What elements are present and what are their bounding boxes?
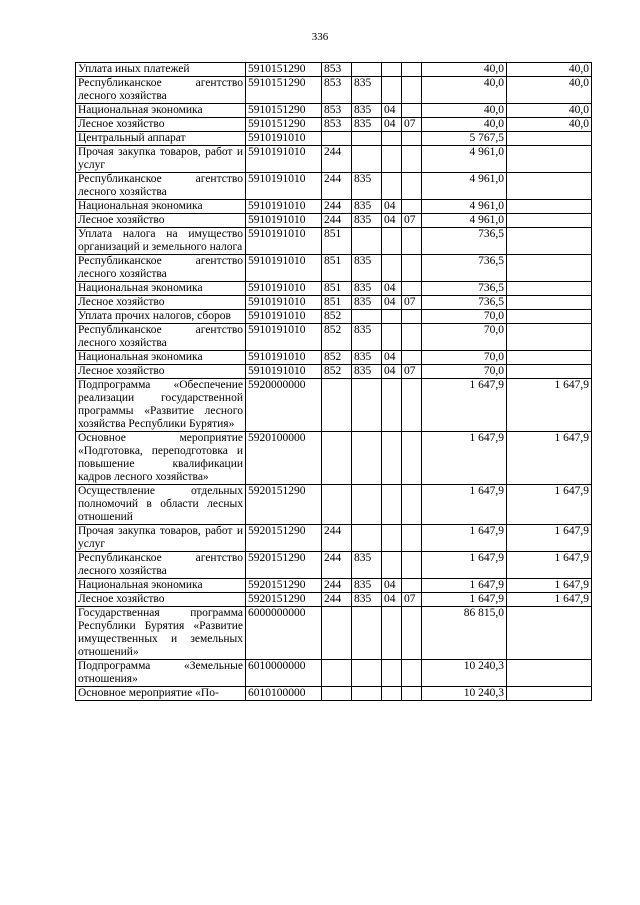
amount-year-1: 1 647,9 <box>422 485 507 525</box>
expense-type-code <box>322 132 352 146</box>
subsection-code: 07 <box>402 296 422 310</box>
amount-year-2 <box>507 200 592 214</box>
subsection-code <box>402 146 422 173</box>
subsection-code <box>402 351 422 365</box>
row-name: Подпрограмма «Земельные отношения» <box>76 660 246 687</box>
administrator-code <box>352 687 382 701</box>
target-article-code: 5920100000 <box>246 432 322 485</box>
table-row <box>76 432 592 485</box>
amount-year-1: 40,0 <box>422 77 507 104</box>
section-code <box>382 607 402 660</box>
section-code <box>382 324 402 351</box>
expense-type-code <box>322 485 352 525</box>
administrator-code <box>352 607 382 660</box>
amount-year-1: 10 240,3 <box>422 687 507 701</box>
subsection-code <box>402 282 422 296</box>
amount-year-1: 86 815,0 <box>422 607 507 660</box>
subsection-code: 07 <box>402 593 422 607</box>
target-article-code: 5910191010 <box>246 173 322 200</box>
target-article-code: 6010100000 <box>246 687 322 701</box>
table-row <box>76 310 592 324</box>
administrator-code <box>352 228 382 255</box>
subsection-code <box>402 432 422 485</box>
table-row <box>76 104 592 118</box>
expense-type-code <box>322 687 352 701</box>
row-name: Прочая закупка товаров, работ и услуг <box>76 146 246 173</box>
section-code <box>382 255 402 282</box>
amount-year-1: 70,0 <box>422 365 507 379</box>
row-name: Республиканское агентство лесного хозяйства <box>76 173 246 200</box>
section-code <box>382 228 402 255</box>
administrator-code: 835 <box>352 324 382 351</box>
target-article-code: 5910191010 <box>246 324 322 351</box>
administrator-code <box>352 432 382 485</box>
row-name: Основное мероприятие «Подготовка, переподготовка и повышение квалификации кадров лесного хозяйства» <box>76 432 246 485</box>
expense-type-code <box>322 607 352 660</box>
amount-year-1: 4 961,0 <box>422 146 507 173</box>
table-row <box>76 552 592 579</box>
amount-year-2 <box>507 324 592 351</box>
section-code: 04 <box>382 593 402 607</box>
row-name: Национальная экономика <box>76 351 246 365</box>
administrator-code: 835 <box>352 579 382 593</box>
row-name: Прочая закупка товаров, работ и услуг <box>76 525 246 552</box>
amount-year-1: 4 961,0 <box>422 214 507 228</box>
target-article-code: 5910191010 <box>246 228 322 255</box>
target-article-code: 5910191010 <box>246 200 322 214</box>
target-article-code: 6000000000 <box>246 607 322 660</box>
expense-type-code: 244 <box>322 525 352 552</box>
administrator-code: 835 <box>352 118 382 132</box>
administrator-code <box>352 310 382 324</box>
target-article-code: 5910191010 <box>246 296 322 310</box>
subsection-code <box>402 379 422 432</box>
amount-year-2 <box>507 132 592 146</box>
row-name: Национальная экономика <box>76 200 246 214</box>
table-row <box>76 379 592 432</box>
amount-year-1: 1 647,9 <box>422 432 507 485</box>
subsection-code <box>402 485 422 525</box>
amount-year-1: 1 647,9 <box>422 593 507 607</box>
amount-year-2 <box>507 255 592 282</box>
section-code <box>382 132 402 146</box>
row-name: Лесное хозяйство <box>76 365 246 379</box>
administrator-code <box>352 132 382 146</box>
administrator-code <box>352 660 382 687</box>
expense-type-code: 244 <box>322 593 352 607</box>
table-row <box>76 324 592 351</box>
expense-type-code: 851 <box>322 296 352 310</box>
row-name: Осуществление отдельных полномочий в области лесных отношений <box>76 485 246 525</box>
amount-year-2 <box>507 282 592 296</box>
row-name: Лесное хозяйство <box>76 593 246 607</box>
section-code: 04 <box>382 351 402 365</box>
expense-type-code: 853 <box>322 104 352 118</box>
amount-year-2 <box>507 296 592 310</box>
target-article-code: 5910151290 <box>246 118 322 132</box>
row-name: Государственная программа Республики Бурятия «Развитие имущественных и земельных отношений» <box>76 607 246 660</box>
subsection-code <box>402 579 422 593</box>
amount-year-1: 1 647,9 <box>422 579 507 593</box>
subsection-code <box>402 63 422 77</box>
section-code: 04 <box>382 282 402 296</box>
table-row <box>76 365 592 379</box>
section-code <box>382 173 402 200</box>
table-row <box>76 77 592 104</box>
amount-year-1: 1 647,9 <box>422 552 507 579</box>
amount-year-2: 40,0 <box>507 63 592 77</box>
section-code <box>382 432 402 485</box>
amount-year-2 <box>507 365 592 379</box>
amount-year-2 <box>507 310 592 324</box>
administrator-code: 835 <box>352 552 382 579</box>
administrator-code: 835 <box>352 200 382 214</box>
subsection-code: 07 <box>402 365 422 379</box>
table-row <box>76 579 592 593</box>
expense-type-code: 852 <box>322 351 352 365</box>
budget-table <box>75 62 592 701</box>
table-row <box>76 296 592 310</box>
amount-year-2 <box>507 687 592 701</box>
page-number: 336 <box>311 31 329 43</box>
amount-year-1: 4 961,0 <box>422 200 507 214</box>
amount-year-2: 1 647,9 <box>507 552 592 579</box>
target-article-code: 5910191010 <box>246 365 322 379</box>
amount-year-2: 1 647,9 <box>507 379 592 432</box>
administrator-code <box>352 379 382 432</box>
amount-year-1: 736,5 <box>422 255 507 282</box>
section-code <box>382 687 402 701</box>
row-name: Республиканское агентство лесного хозяйства <box>76 255 246 282</box>
amount-year-2: 1 647,9 <box>507 432 592 485</box>
target-article-code: 5920151290 <box>246 552 322 579</box>
expense-type-code: 851 <box>322 255 352 282</box>
amount-year-2 <box>507 214 592 228</box>
subsection-code <box>402 525 422 552</box>
expense-type-code <box>322 660 352 687</box>
administrator-code: 835 <box>352 296 382 310</box>
table-row <box>76 525 592 552</box>
subsection-code <box>402 255 422 282</box>
subsection-code <box>402 104 422 118</box>
subsection-code <box>402 310 422 324</box>
target-article-code: 5910191010 <box>246 255 322 282</box>
table-row <box>76 351 592 365</box>
administrator-code: 835 <box>352 104 382 118</box>
table-row <box>76 200 592 214</box>
administrator-code: 835 <box>352 77 382 104</box>
expense-type-code: 244 <box>322 579 352 593</box>
table-row <box>76 255 592 282</box>
section-code: 04 <box>382 104 402 118</box>
amount-year-1: 40,0 <box>422 104 507 118</box>
row-name: Уплата иных платежей <box>76 63 246 77</box>
row-name: Основное мероприятие «По- <box>76 687 246 701</box>
target-article-code: 5920151290 <box>246 579 322 593</box>
administrator-code <box>352 525 382 552</box>
section-code: 04 <box>382 579 402 593</box>
row-name: Национальная экономика <box>76 282 246 296</box>
section-code <box>382 525 402 552</box>
row-name: Лесное хозяйство <box>76 118 246 132</box>
administrator-code: 835 <box>352 255 382 282</box>
row-name: Лесное хозяйство <box>76 296 246 310</box>
target-article-code: 5920151290 <box>246 485 322 525</box>
amount-year-1: 736,5 <box>422 282 507 296</box>
row-name: Республиканское агентство лесного хозяйства <box>76 77 246 104</box>
expense-type-code: 244 <box>322 552 352 579</box>
target-article-code: 5920000000 <box>246 379 322 432</box>
administrator-code <box>352 63 382 77</box>
section-code <box>382 552 402 579</box>
target-article-code: 5910191010 <box>246 351 322 365</box>
expense-type-code: 853 <box>322 77 352 104</box>
expense-type-code: 853 <box>322 63 352 77</box>
amount-year-2: 1 647,9 <box>507 525 592 552</box>
subsection-code <box>402 77 422 104</box>
administrator-code <box>352 146 382 173</box>
table-row <box>76 214 592 228</box>
section-code: 04 <box>382 118 402 132</box>
row-name: Национальная экономика <box>76 104 246 118</box>
amount-year-1: 70,0 <box>422 351 507 365</box>
subsection-code <box>402 607 422 660</box>
amount-year-2: 40,0 <box>507 104 592 118</box>
amount-year-1: 5 767,5 <box>422 132 507 146</box>
section-code <box>382 660 402 687</box>
table-row <box>76 593 592 607</box>
section-code <box>382 379 402 432</box>
table-row <box>76 282 592 296</box>
subsection-code <box>402 687 422 701</box>
row-name: Национальная экономика <box>76 579 246 593</box>
amount-year-2 <box>507 660 592 687</box>
expense-type-code: 244 <box>322 200 352 214</box>
table-row <box>76 485 592 525</box>
expense-type-code <box>322 379 352 432</box>
target-article-code: 5910191010 <box>246 146 322 173</box>
amount-year-2 <box>507 146 592 173</box>
section-code <box>382 485 402 525</box>
target-article-code: 6010000000 <box>246 660 322 687</box>
amount-year-1: 70,0 <box>422 324 507 351</box>
amount-year-2 <box>507 607 592 660</box>
section-code: 04 <box>382 296 402 310</box>
subsection-code <box>402 132 422 146</box>
table-row <box>76 687 592 701</box>
table-row <box>76 660 592 687</box>
subsection-code: 07 <box>402 214 422 228</box>
subsection-code <box>402 173 422 200</box>
target-article-code: 5910191010 <box>246 214 322 228</box>
section-code <box>382 310 402 324</box>
subsection-code <box>402 324 422 351</box>
administrator-code: 835 <box>352 173 382 200</box>
expense-type-code: 852 <box>322 324 352 351</box>
expense-type-code: 852 <box>322 365 352 379</box>
expense-type-code: 244 <box>322 146 352 173</box>
administrator-code: 835 <box>352 351 382 365</box>
row-name: Республиканское агентство лесного хозяйства <box>76 552 246 579</box>
expense-type-code: 851 <box>322 228 352 255</box>
expense-type-code: 851 <box>322 282 352 296</box>
expense-type-code: 244 <box>322 214 352 228</box>
table-row <box>76 146 592 173</box>
amount-year-1: 40,0 <box>422 63 507 77</box>
administrator-code: 835 <box>352 593 382 607</box>
row-name: Центральный аппарат <box>76 132 246 146</box>
amount-year-2 <box>507 173 592 200</box>
section-code: 04 <box>382 200 402 214</box>
amount-year-2: 1 647,9 <box>507 485 592 525</box>
target-article-code: 5910191010 <box>246 310 322 324</box>
amount-year-1: 10 240,3 <box>422 660 507 687</box>
table-row <box>76 63 592 77</box>
administrator-code <box>352 485 382 525</box>
expense-type-code <box>322 432 352 485</box>
subsection-code <box>402 552 422 579</box>
target-article-code: 5910151290 <box>246 104 322 118</box>
target-article-code: 5910191010 <box>246 132 322 146</box>
table-row <box>76 132 592 146</box>
row-name: Республиканское агентство лесного хозяйства <box>76 324 246 351</box>
row-name: Уплата прочих налогов, сборов <box>76 310 246 324</box>
amount-year-1: 40,0 <box>422 118 507 132</box>
section-code: 04 <box>382 214 402 228</box>
amount-year-2: 1 647,9 <box>507 579 592 593</box>
target-article-code: 5920151290 <box>246 593 322 607</box>
amount-year-1: 736,5 <box>422 228 507 255</box>
section-code <box>382 63 402 77</box>
subsection-code <box>402 228 422 255</box>
subsection-code: 07 <box>402 118 422 132</box>
amount-year-1: 736,5 <box>422 296 507 310</box>
amount-year-1: 4 961,0 <box>422 173 507 200</box>
amount-year-2: 40,0 <box>507 77 592 104</box>
administrator-code: 835 <box>352 214 382 228</box>
target-article-code: 5910151290 <box>246 63 322 77</box>
expense-type-code: 853 <box>322 118 352 132</box>
administrator-code: 835 <box>352 365 382 379</box>
target-article-code: 5910191010 <box>246 282 322 296</box>
table-row <box>76 607 592 660</box>
row-name: Лесное хозяйство <box>76 214 246 228</box>
table-body <box>76 63 592 701</box>
section-code: 04 <box>382 365 402 379</box>
table-row <box>76 228 592 255</box>
row-name: Уплата налога на имущество организаций и земельного налога <box>76 228 246 255</box>
amount-year-2: 1 647,9 <box>507 593 592 607</box>
subsection-code <box>402 660 422 687</box>
amount-year-2 <box>507 351 592 365</box>
target-article-code: 5920151290 <box>246 525 322 552</box>
amount-year-1: 1 647,9 <box>422 379 507 432</box>
row-name: Подпрограмма «Обеспечение реализации государственной программы «Развитие лесного хозяйства Республики Бурятия» <box>76 379 246 432</box>
subsection-code <box>402 200 422 214</box>
administrator-code: 835 <box>352 282 382 296</box>
expense-type-code: 244 <box>322 173 352 200</box>
table-row <box>76 173 592 200</box>
amount-year-1: 1 647,9 <box>422 525 507 552</box>
section-code <box>382 77 402 104</box>
expense-type-code: 852 <box>322 310 352 324</box>
table-row <box>76 118 592 132</box>
amount-year-1: 70,0 <box>422 310 507 324</box>
amount-year-2 <box>507 228 592 255</box>
section-code <box>382 146 402 173</box>
amount-year-2: 40,0 <box>507 118 592 132</box>
target-article-code: 5910151290 <box>246 77 322 104</box>
